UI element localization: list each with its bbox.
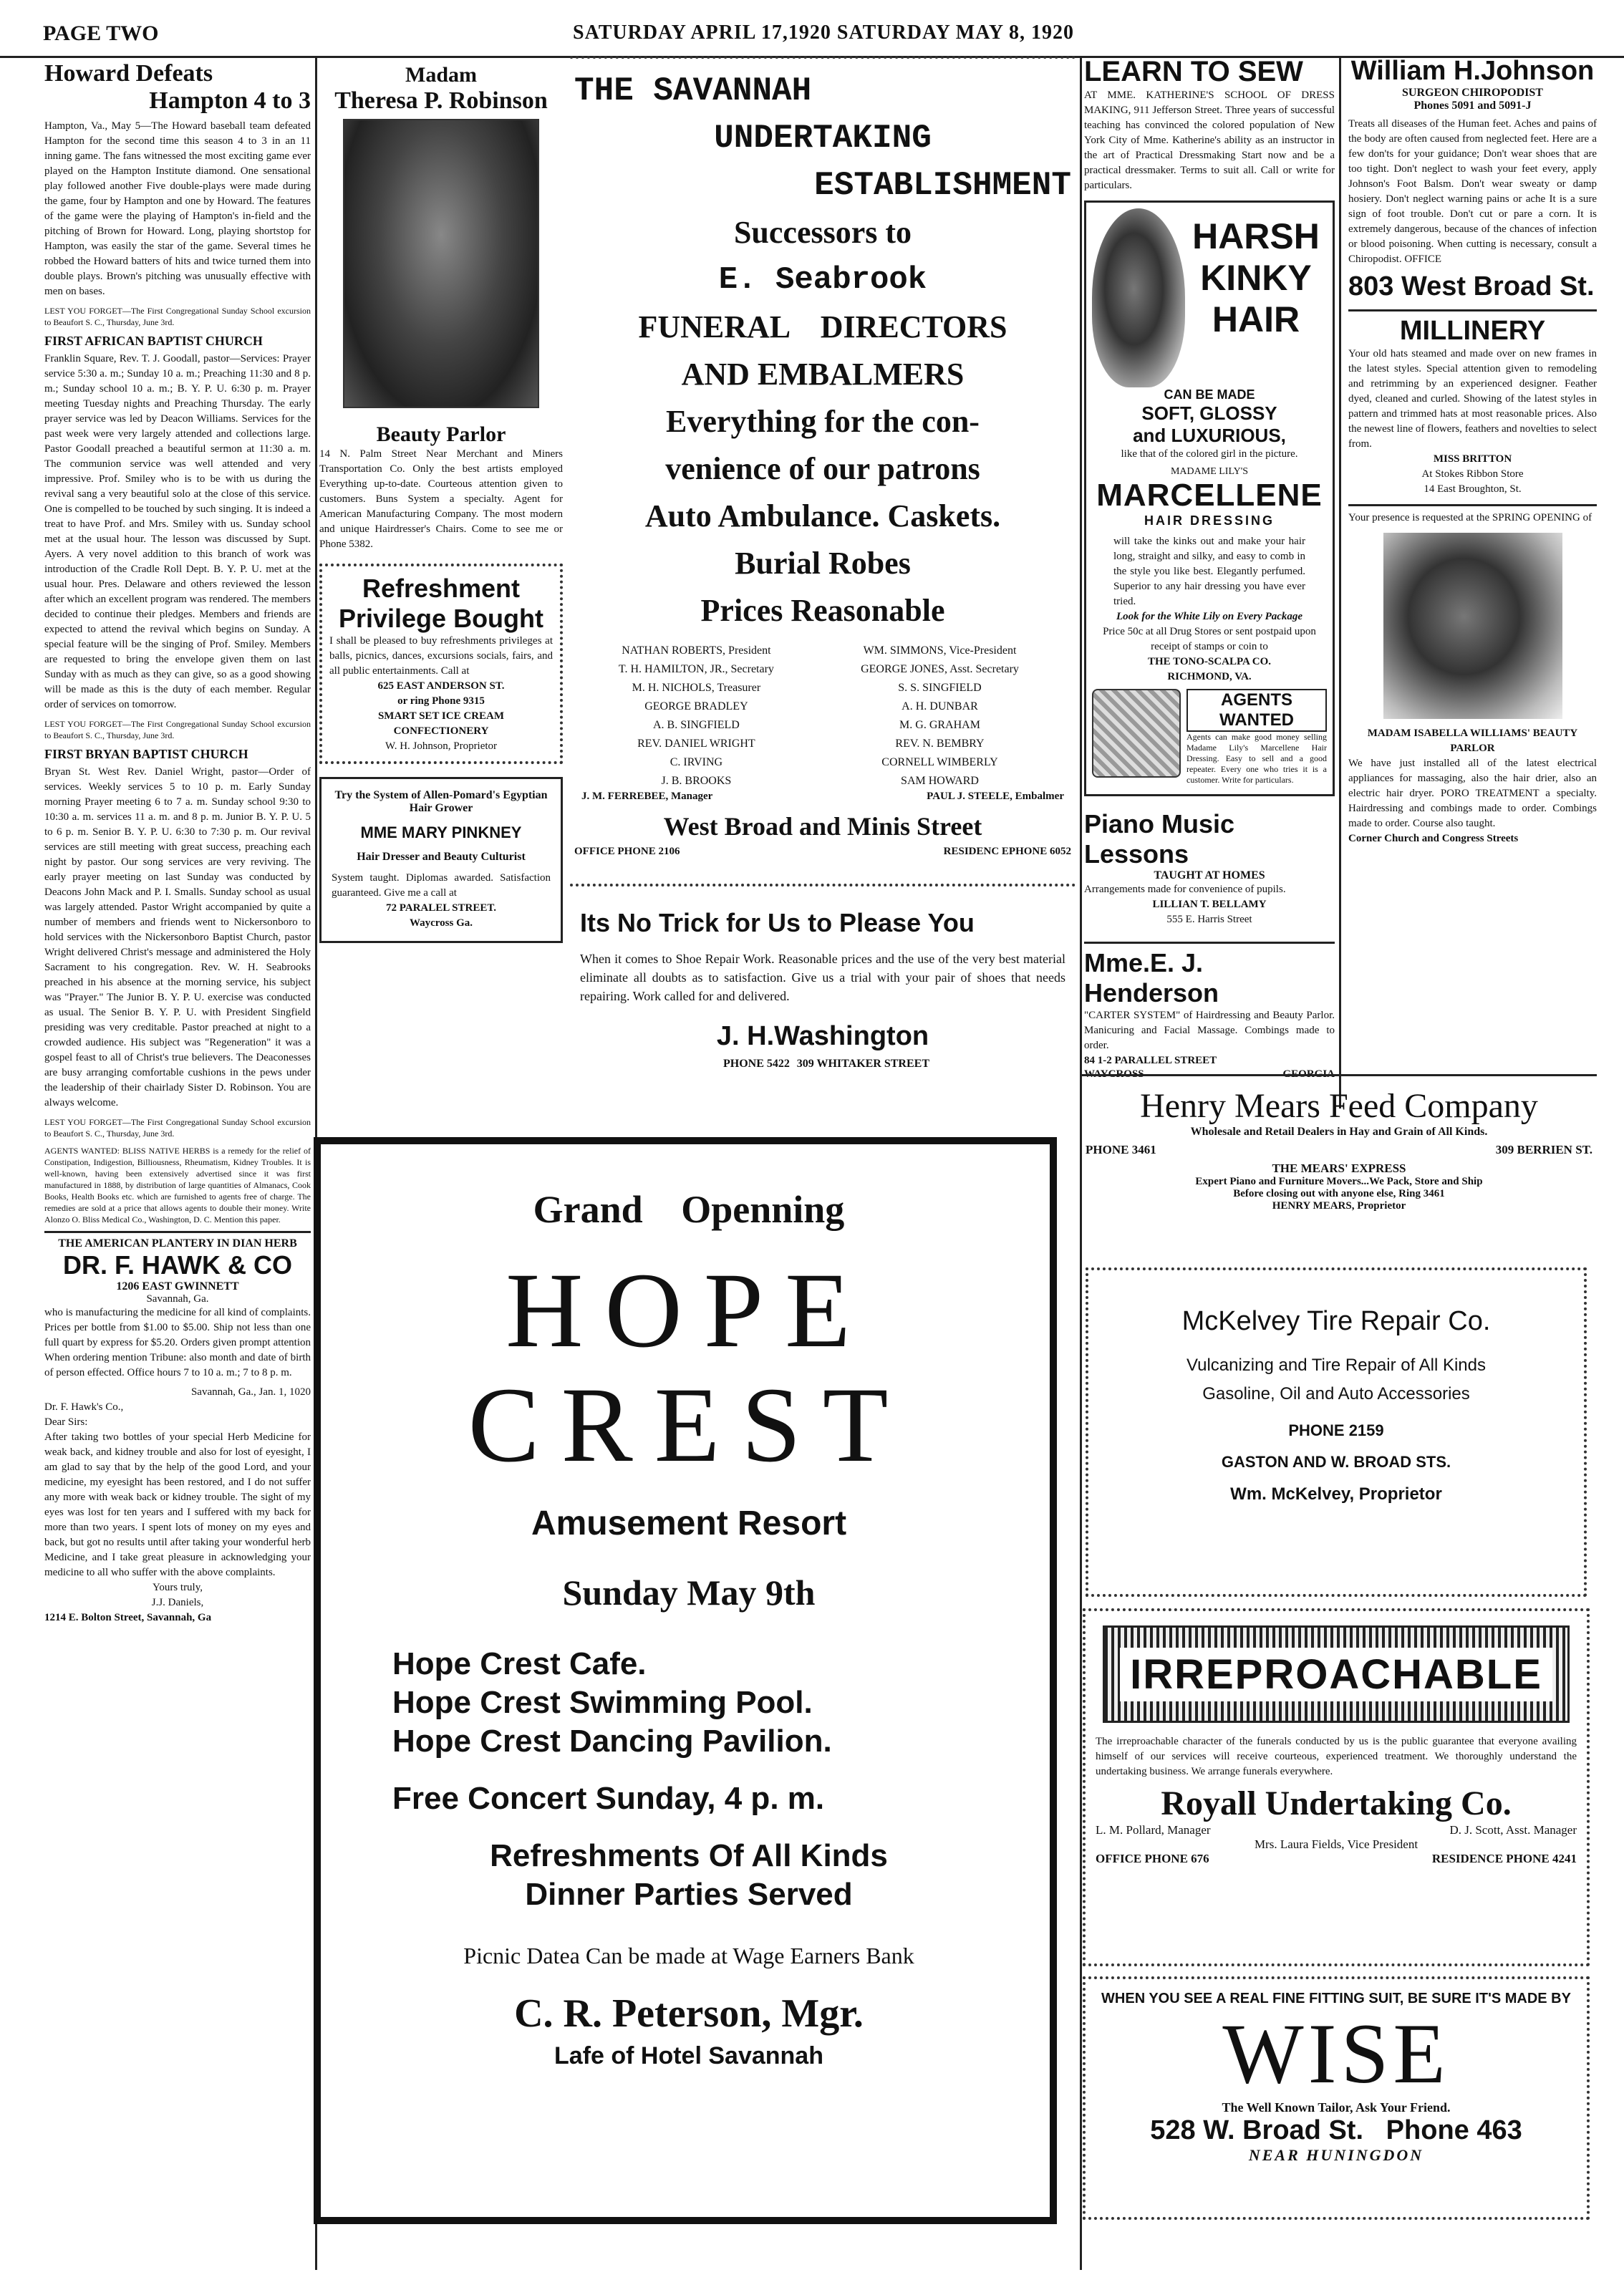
savannah-title-2: UNDERTAKING <box>714 120 932 157</box>
wise-tagline: WHEN YOU SEE A REAL FINE FITTING SUIT, BE SURE IT'S MADE BY <box>1101 1991 1571 2006</box>
mears-title: Henry Mears Feed Company <box>1140 1087 1538 1125</box>
hope-dinner: Dinner Parties Served <box>525 1877 853 1912</box>
hope-manager-note: Lafe of Hotel Savannah <box>554 2042 823 2069</box>
notice-excursion: LEST YOU FORGET—The First Congregational Sunday School excursion to Beaufort S. C., Thursday, June 3rd. <box>44 1117 311 1139</box>
letter-signature: J.J. Daniels, <box>151 1597 204 1608</box>
staff-name: WM. SIMMONS, Vice-President <box>863 644 1017 657</box>
williams-body: We have just installed all of the latest electrical appliances for massaging, also the hair drier, also an electric hair dryer. PORO TREATMENT a specialty. Hairdressing and combings made to order. Combings made to order. Course also taught. <box>1348 758 1597 829</box>
refreshment-address: 625 EAST ANDERSON ST. <box>377 680 505 692</box>
wise-ad <box>1083 1976 1590 2220</box>
irreproachable-banner <box>1103 1625 1570 1723</box>
page-number: PAGE TWO <box>43 21 159 45</box>
hope-crest-ad <box>314 1137 1057 2224</box>
royall-body: The irreproachable character of the funerals conducted by us is the public guarantee that everyone availing himself of our services will receive courteous, experienced treatment. We thoroughly understand the undertaking business. We arrange funerals everywhere. <box>1096 1736 1577 1777</box>
millinery-ad <box>1348 309 1597 497</box>
piano-body: Arrangements made for convenience of pupils. <box>1084 884 1286 895</box>
masthead <box>0 0 1624 58</box>
staff-name: C. IRVING <box>670 756 723 768</box>
agents-wanted-ad: AGENTS WANTED: BLISS NATIVE HERBS is a remedy for the relief of Constipation, Indigestion, Billiousness, Rheumatism, Kidney Troubles. It is well-known, having been extensively advertised since it was first manufactured in 1888, by distribution of large quantities of Almanacs, Cook Books, Health Books etc. which are furnished to agents free of charge. The remedies are sold at a price that allows agents to double their money. Write Alonzo O. Bliss Medical Co., Washington, D. C. Mention this paper. <box>44 1146 311 1224</box>
embalmer-name: PAUL J. STEELE, Embalmer <box>927 791 1064 802</box>
royall-ad <box>1083 1608 1590 1966</box>
washington-headline: Its No Trick for Us to Please You <box>580 908 975 937</box>
washington-phone: PHONE 5422 <box>723 1058 790 1070</box>
millinery-address: 14 East Broughton, St. <box>1424 483 1522 495</box>
hope-picnic: Picnic Datea Can be made at Wage Earners Bank <box>463 1943 914 1968</box>
harsh-hair-ad <box>1084 201 1335 796</box>
wise-name: WISE <box>1222 2006 1450 2101</box>
harsh-sub: and LUXURIOUS, <box>1133 425 1286 446</box>
hope-date: Sunday May 9th <box>562 1572 816 1613</box>
column-ads-right <box>1339 56 1597 1108</box>
refreshment-proprietor: W. H. Johnson, Proprietor <box>385 740 498 752</box>
refreshment-business: SMART SET ICE CREAM CONFECTIONERY <box>377 710 505 737</box>
henderson-ad <box>1084 942 1335 1081</box>
henderson-address: 84 1-2 PARALLEL STREET <box>1084 1055 1217 1066</box>
robinson-label: Madam <box>405 63 477 87</box>
piano-teacher: LILLIAN T. BELLAMY <box>1152 899 1267 910</box>
hawk-address: 1206 EAST GWINNETT <box>116 1280 239 1293</box>
hawk-name: DR. F. HAWK & CO <box>63 1250 292 1280</box>
mears-ad <box>1081 1074 1597 1246</box>
issue-dates: SATURDAY APRIL 17,1920 SATURDAY MAY 8, 1920 <box>573 21 1075 44</box>
pinkney-ad <box>319 777 563 943</box>
hope-feature: Hope Crest Swimming Pool. <box>392 1685 813 1720</box>
staff-name: M. G. GRAHAM <box>899 719 980 731</box>
pinkney-body: System taught. Diplomas awarded. Satisfaction guaranteed. Give me a call at <box>332 872 551 899</box>
church-title: FIRST BRYAN BAPTIST CHURCH <box>44 747 248 761</box>
johnson-body: Treats all diseases of the Human feet. Aches and pains of the body are often caused from neglected feet. Here are a few don'ts for your guidance; Don't wear shoes that are too tight. Don't neglect to wash your feet every, apply Johnson's Foot Balsm. Don't wear sweaty or damp hosiery. Don't neglect warning pains or ache It is a sure sign of foot trouble. Don't cut or pare a corn. It is extremely dangerous, because of the chances of infection or blood poisoning. When cutting is necessary, consult a Chiropodist. OFFICE <box>1348 118 1597 265</box>
staff-name: CORNELL WIMBERLY <box>881 756 998 768</box>
harsh-headline <box>1185 216 1327 387</box>
brand-label: MADAME LILY'S <box>1170 466 1249 477</box>
hope-manager: C. R. Peterson, Mgr. <box>514 1991 864 2036</box>
mears-sub: Wholesale and Retail Dealers in Hay and Grain of All Kinds. <box>1190 1126 1488 1138</box>
harsh-header <box>1092 208 1327 387</box>
mears-closing: Before closing out with anyone else, Ring 3461 <box>1233 1188 1445 1199</box>
mears-movers: Expert Piano and Furniture Movers...We Pack, Store and Ship <box>1195 1176 1483 1187</box>
royall-asst-manager: D. J. Scott, Asst. Manager <box>1449 1823 1577 1837</box>
headline-howard: Howard Defeats <box>44 60 213 87</box>
staff-right <box>823 642 1057 791</box>
harsh-sub: like that of the colored girl in the picture. <box>1121 448 1298 460</box>
letter-body: After taking two bottles of your special Herb Medicine for weak back, and kidney trouble and also for lost of eyesight, I am glad to say that by the help of the good Lord, and your medicine, my eyesight has been restored, and I do not suffer any more with weak back or kidney trouble. The sight of my eyes was lost for ten years and I suffered with my back for more than two years. I spent lots of money on my eyes and back, but got no results until after taking your wonderful herb Medicine, and I take great pleasure in acknowledging your medicine to all who suffer with the above complaints. <box>44 1431 311 1578</box>
hope-refreshments: Refreshments Of All Kinds <box>490 1838 888 1873</box>
parlor-title: Beauty Parlor <box>376 422 506 446</box>
savannah-embalmers: AND EMBALMERS <box>681 357 965 392</box>
millinery-body: Your old hats steamed and made over on new frames in the latest styles. Special attention given to remodeling and retrimming by an experienced designer. Feather dyed, cleaned and curled. Showing of the latest styles in pattern and trimmed hats at most reasonable prices. Also the newest line of flowers, feathers and novelties to select from. <box>1348 348 1597 450</box>
mears-express: THE MEARS' EXPRESS <box>1272 1161 1406 1175</box>
hope-title-2: CREST <box>468 1366 910 1484</box>
column-ads-middle <box>1084 56 1335 1108</box>
spring-opening-invite: Your presence is requested at the SPRING OPENING of <box>1348 512 1592 523</box>
millinery-title: MILLINERY <box>1399 316 1546 346</box>
product-tin-illustration <box>1092 689 1181 778</box>
letter-address: 1214 E. Bolton Street, Savannah, Ga <box>44 1612 212 1623</box>
royall-residence-phone: RESIDENCE PHONE 4241 <box>1431 1852 1577 1865</box>
hawk-ad <box>44 1231 311 1625</box>
banner-text: IRREPROACHABLE <box>1120 1648 1552 1701</box>
royall-office-phone: OFFICE PHONE 676 <box>1096 1852 1209 1865</box>
church-notes: Bryan St. West Rev. Daniel Wright, pastor—Order of services. Weekly services 5 to 10 p. m. Early Sunday morning Prayer meeting 6 to 7 a. m. Sunday school 9:30 to 10:30 a. m. services 11 a. m. and 8 p. m. Junior B. Y. P. U. 5 to 6 p. m. Senior B. Y. P. U. 6:30 to 7:30 p. m. Our revival services are still meeting with great success, preaching each night by pastor. Our song services are very reviving. The early prayer meeting on last Sunday was conducted by Deacons John Mack and P. I. Smalls. Sunday school as usual was largely attended. Pastor Wright accompanied by quite a number of members and friends went to Nickersonboro to hold services with the Nickersonboro Baptist Church, pastor Wright delivered Christ's message and administered the Holy Sacrament to his congregation. Rev. W. H. Seabrooks preached in his absence at the morning service, his subject was "Prayer." The Junior B. Y. P. U. exercise was conducted as usual. The Senior B. Y. P. U. with President Singfield presiding was very creditable. Pastor preached at night to a crowded audience. His subject was "Regeneration" it was a gospel feast to all of Christ's true believers. The Deaconesses are busy arranging comfortable cushions in the pews under the leadership of their chairlady Sister D. Robinson. You are always welcome. <box>44 766 311 1108</box>
savannah-management <box>574 791 1071 803</box>
column-ads-left <box>319 56 563 943</box>
agents-badge: AGENTS WANTED <box>1186 689 1327 732</box>
letter-salutation: Dear Sirs: <box>44 1416 88 1428</box>
wise-near: NEAR HUNINGDON <box>1248 2146 1424 2164</box>
savannah-undertaking-ad <box>570 56 1076 886</box>
washington-address: 309 WHITAKER STREET <box>796 1058 929 1070</box>
savannah-staff <box>574 634 1071 791</box>
savannah-seabrook: E. Seabrook <box>718 262 927 298</box>
harsh-word: KINKY <box>1200 258 1312 298</box>
savannah-address: West Broad and Minis Street <box>663 812 982 841</box>
hawk-body: who is manufacturing the medicine for all kind of complaints. Prices per bottle from $1.00 to $5.00. Ship not less than one full quart by express for $5.20. Orders given prompt attention When ordering mention Tribune: also month and date of birth of person effected. Office hours 7 to 10 a. m.; 7 to 8 p. m. <box>44 1307 311 1378</box>
johnson-sub: SURGEON CHIROPODIST <box>1402 87 1543 99</box>
mckelvey-service: Vulcanizing and Tire Repair of All Kinds <box>1186 1356 1486 1375</box>
mckelvey-phone: PHONE 2159 <box>1288 1421 1384 1439</box>
savannah-title-3: ESTABLISHMENT <box>814 167 1071 204</box>
harsh-city: RICHMOND, VA. <box>1167 671 1252 682</box>
harsh-body: will take the kinks out and make your hair long, straight and silky, and easy to comb in the style you like best. Elegantly perfumed. Superior to any hair dressing you have ever tried. <box>1113 536 1305 607</box>
johnson-title: William H.Johnson <box>1350 56 1595 86</box>
staff-name: GEORGE JONES, Asst. Secretary <box>861 663 1019 675</box>
henderson-state: GEORGIA <box>1282 1068 1335 1080</box>
hawk-tagline: THE AMERICAN PLANTERY IN DIAN HERB <box>58 1237 297 1250</box>
millinery-name: MISS BRITTON <box>1433 453 1512 465</box>
model-illustration <box>1092 208 1185 387</box>
washington-body: When it comes to Shoe Repair Work. Reasonable prices and the use of the very best material eliminate all doubts as to satisfaction. Give us a trial with your pair of shoes that needs repairing. Work called for and delivered. <box>580 952 1065 1003</box>
piano-sub: TAUGHT AT HOMES <box>1154 869 1265 881</box>
staff-name: S. S. SINGFIELD <box>898 682 982 694</box>
henderson-body: "CARTER SYSTEM" of Hairdressing and Beauty Parlor. Manicuring and Facial Massage. Combings made to order. <box>1084 1010 1335 1051</box>
pinkney-address: 72 PARALEL STREET. <box>385 902 497 914</box>
henderson-title: Mme.E. J. Henderson <box>1084 948 1219 1008</box>
hope-concert: Free Concert Sunday, 4 p. m. <box>392 1781 825 1816</box>
pinkney-subtitle: Hair Dresser and Beauty Culturist <box>357 851 526 863</box>
savannah-prices: Prices Reasonable <box>700 593 945 628</box>
williams-ad <box>1348 504 1597 846</box>
harsh-look: Look for the White Lily on Every Package <box>1116 611 1303 622</box>
agents-body: Agents can make good money selling Madame Lily's Marcellene Hair Dressing. Easy to sell and a good repeater. Every one who tries it is a customer. Write for particulars. <box>1186 732 1327 785</box>
harsh-word: HAIR <box>1212 299 1300 339</box>
manager-name: J. M. FERREBEE, Manager <box>581 791 713 802</box>
mears-proprietor: HENRY MEARS, Proprietor <box>1272 1200 1406 1212</box>
mckelvey-title: McKelvey Tire Repair Co. <box>1181 1306 1491 1336</box>
millinery-location: At Stokes Ribbon Store <box>1421 468 1524 480</box>
letter-close: Yours truly, <box>152 1582 203 1593</box>
staff-name: A. B. SINGFIELD <box>652 719 740 731</box>
refreshment-title: Refreshment <box>362 574 521 603</box>
savannah-phones <box>574 841 1071 862</box>
savannah-successors: Successors to <box>733 215 912 250</box>
harsh-sub: CAN BE MADE <box>1164 387 1255 402</box>
savannah-robes: Burial Robes <box>735 546 911 581</box>
refreshment-title-2: Privilege Bought <box>338 604 544 633</box>
church-notes: Franklin Square, Rev. T. J. Goodall, pastor—Services: Prayer service 5:30 a. m.; Sunday 10 a. m.; Preaching 11:30 and 8 p. m.; Sunday school 10 a. m.; B. Y. P. U. 6:30 p. m. Prayer meeting Tuesday nights and Preaching Thursday. The early prayer service was led by Deacon Williams. Services for the past week were very largely attended and collections large. Pastor Goodall preached a beautiful sermon at 11:30 a. m. The communion service was well attended and very impressive. Prof. Smiley who is to be with us during the revival sang a very beautiful solo at the close of this service. One is compelled to be touched by such singing. It is indeed a treat to have Prof. and Mrs. Smiley with us. Sunday school met at the usual hour. The lesson was discussed by Supt. Ayers. A very novel addition to this branch of work was introduction of the Cradle Roll Dept. B. Y. P. U. met at the usual hour. Pres. Delaware and others reviewed the lesson after which an excellent program was rendered. The members decided to continue their pledges. Members and friends are expected to attend the revival which begins on Sunday. A special feature will be the singing of Prof. Smiley. Members are requested to bring the envelope given them on last Sunday with as much as they can give, so as a good showing will be made as this is the duty of each member. Regular order of services on tomorrow. <box>44 353 311 710</box>
williams-portrait <box>1383 533 1562 719</box>
staff-name: A. H. DUNBAR <box>902 700 978 712</box>
hope-subtitle: Amusement Resort <box>531 1504 847 1542</box>
hawk-city: Savannah, Ga. <box>146 1293 209 1305</box>
williams-name: MADAM ISABELLA WILLIAMS' BEAUTY PARLOR <box>1367 728 1578 754</box>
savannah-slogan-1: Everything for the con- <box>666 404 980 439</box>
parlor-body: 14 N. Palm Street Near Merchant and Miners Transportation Co. Only the best artists employed Everything up-to-date. Courteous attention given to customers. Buns System a specialty. Agent for American Manufacturing Company. The most modern and unique Hairdresser's Chairs. Come to see me or Phone 5382. <box>319 448 563 550</box>
office-phone: OFFICE PHONE 2106 <box>574 846 680 857</box>
henderson-city: WAYCROSS <box>1084 1068 1144 1080</box>
staff-name: NATHAN ROBERTS, President <box>622 644 771 657</box>
staff-name: J. B. BROOKS <box>661 775 732 787</box>
washington-shoe-ad <box>570 901 1076 1123</box>
harsh-word: HARSH <box>1192 216 1320 256</box>
mckelvey-service-2: Gasoline, Oil and Auto Accessories <box>1202 1384 1470 1404</box>
savannah-directors: FUNERAL DIRECTORS <box>638 309 1007 344</box>
pinkney-name: MME MARY PINKNEY <box>360 823 522 841</box>
church-title: FIRST AFRICAN BAPTIST CHURCH <box>44 334 263 348</box>
hope-feature: Hope Crest Cafe. <box>392 1646 647 1681</box>
williams-address: Corner Church and Congress Streets <box>1348 833 1519 844</box>
harsh-company: THE TONO-SCALPA CO. <box>1147 656 1272 667</box>
piano-title: Piano Music Lessons <box>1084 809 1235 869</box>
harsh-price: Price 50c at all Drug Stores or sent postpaid upon receipt of stamps or coin to <box>1103 626 1316 652</box>
brand-name: MARCELLENE <box>1096 478 1323 513</box>
staff-left <box>589 642 804 791</box>
baseball-story: Hampton, Va., May 5—The Howard baseball team defeated Hampton for the second time this season 4 to 3 in an 11 inning game. The fans witnessed the most exciting game ever played on the Hampton Institute diamond. One sensational play followed another Five double-plays were made during the game, four by Hampton and one by Howard. The features of the game were the playing of Hampton's in-field and the pitching of Brown for Howard. Long, playing shortstop for Hampton, was easily the star of the game. Several times he robbed the Howard batters of hits and twice turned them into double plays. Brown's pitching was unusually effective with men on bases. <box>44 120 311 297</box>
refreshment-body: I shall be pleased to buy refreshments privileges at balls, picnics, dances, excursions socials, fairs, and all public entertainments. Call at <box>329 635 553 677</box>
royall-manager: L. M. Pollard, Manager <box>1096 1823 1211 1837</box>
harsh-sub: SOFT, GLOSSY <box>1141 402 1277 424</box>
savannah-ambulance: Auto Ambulance. Caskets. <box>644 498 1001 533</box>
letter-recipient: Dr. F. Hawk's Co., <box>44 1401 124 1413</box>
pinkney-tagline: Try the System of Allen-Pomard's Egyptian Hair Grower <box>334 789 548 814</box>
staff-name: SAM HOWARD <box>901 775 979 787</box>
mckelvey-ad <box>1086 1267 1587 1597</box>
mckelvey-address: GASTON AND W. BROAD STS. <box>1221 1453 1451 1471</box>
washington-name: J. H.Washington <box>716 1021 929 1051</box>
sew-title: LEARN TO SEW <box>1084 56 1303 87</box>
headline-hampton: Hampton 4 to 3 <box>149 87 311 114</box>
robinson-name: Theresa P. Robinson <box>334 87 548 114</box>
hope-feature: Hope Crest Dancing Pavilion. <box>392 1724 832 1759</box>
hope-features <box>392 1645 985 1761</box>
letter-date: Savannah, Ga., Jan. 1, 1020 <box>190 1386 311 1398</box>
pinkney-city: Waycross Ga. <box>409 917 473 929</box>
hope-grand-opening: Grand Openning <box>533 1188 845 1231</box>
mckelvey-proprietor: Wm. McKelvey, Proprietor <box>1230 1484 1442 1504</box>
notice-excursion: LEST YOU FORGET—The First Congregational Sunday School excursion to Beaufort S. C., Thursday, June 3rd. <box>44 719 311 740</box>
piano-ad <box>1084 809 1335 927</box>
notice-excursion: LEST YOU FORGET—The First Congregational Sunday School excursion to Beaufort S. C., Thursday, June 3rd. <box>44 306 311 327</box>
hope-title: HOPE <box>506 1251 872 1370</box>
staff-name: T. H. HAMILTON, JR., Secretary <box>618 663 774 675</box>
staff-name: M. H. NICHOLS, Treasurer <box>632 682 761 694</box>
royall-vp: Mrs. Laura Fields, Vice President <box>1254 1837 1418 1851</box>
residence-phone: RESIDENC EPHONE 6052 <box>943 846 1071 857</box>
savannah-title-1: THE SAVANNAH <box>574 72 812 110</box>
piano-address: 555 E. Harris Street <box>1166 914 1252 925</box>
staff-name: GEORGE BRADLEY <box>644 700 748 712</box>
washington-contact <box>580 1058 1065 1071</box>
royall-title: Royall Undertaking Co. <box>1161 1784 1512 1822</box>
johnson-address: 803 West Broad St. <box>1348 271 1595 301</box>
sew-body: AT MME. KATHERINE'S SCHOOL OF DRESS MAKING, 911 Jefferson Street. Three years of successful teaching has convinced the colored population of New York City of Mme. Katherine's ability as an instructor in the art of Practical Dressmaking Start now and be a practical dressmaker. Terms to suit all. Call or write for particulars. <box>1084 90 1335 191</box>
column-news <box>44 56 311 1625</box>
portrait-photo <box>343 119 539 408</box>
refreshment-phone: or ring Phone 9315 <box>397 695 485 707</box>
mears-address: 309 BERRIEN ST. <box>1495 1143 1592 1156</box>
johnson-phones: Phones 5091 and 5091-J <box>1413 100 1532 112</box>
refreshment-ad <box>319 564 563 764</box>
mears-phone: PHONE 3461 <box>1086 1143 1156 1156</box>
staff-name: REV. N. BEMBRY <box>895 738 985 750</box>
wise-slogan: The Well Known Tailor, Ask Your Friend. <box>1222 2100 1451 2115</box>
savannah-slogan-2: venience of our patrons <box>665 451 980 486</box>
wise-address: 528 W. Broad St. Phone 463 <box>1150 2115 1522 2145</box>
staff-name: REV. DANIEL WRIGHT <box>637 738 755 750</box>
brand-sub: HAIR DRESSING <box>1144 513 1275 528</box>
